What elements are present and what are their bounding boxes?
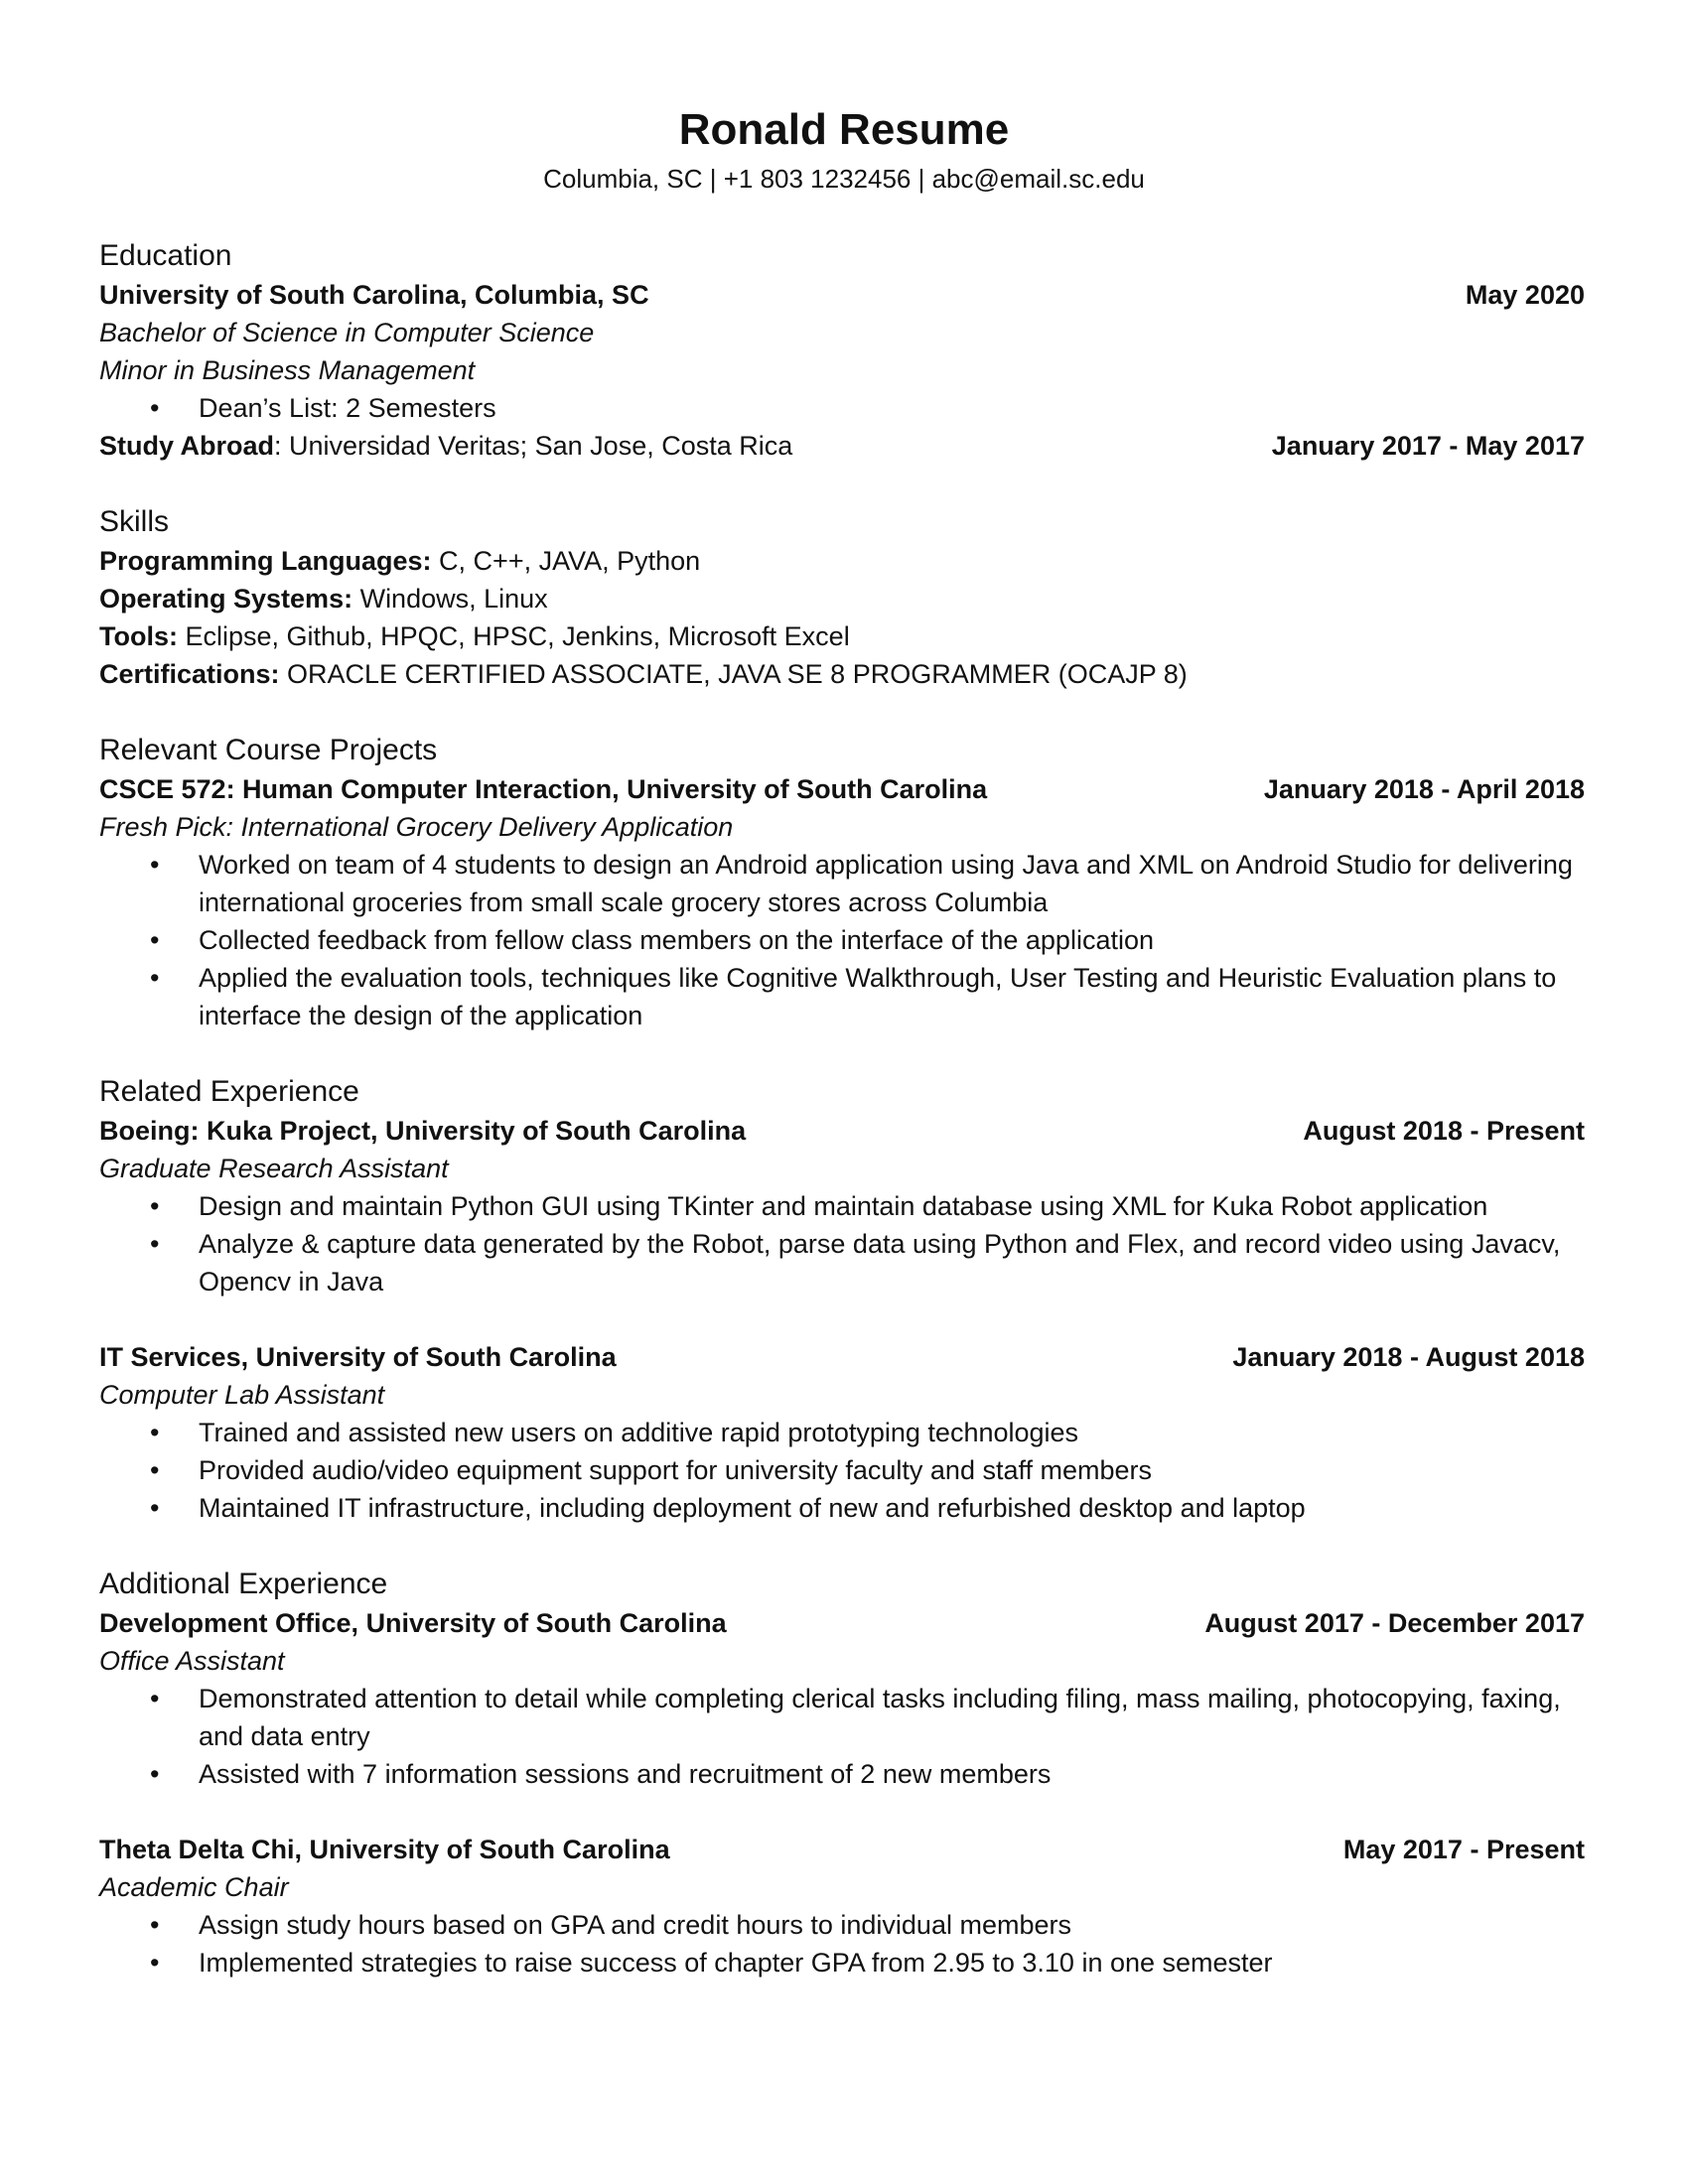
entry-org: Boeing: Kuka Project, University of South Carolina xyxy=(99,1116,747,1146)
graduation-date: May 2020 xyxy=(1465,280,1585,310)
list-item: • Dean’s List: 2 Semesters xyxy=(99,389,1585,427)
school-name: University of South Carolina, Columbia, SC xyxy=(99,280,649,310)
skill-line: Tools: Eclipse, Github, HPQC, HPSC, Jenkins, Microsoft Excel xyxy=(99,621,850,651)
resume-body xyxy=(99,236,1585,1981)
entry-role: Fresh Pick: International Grocery Delivery Application xyxy=(99,812,734,842)
bullet-dot-icon: • xyxy=(150,1229,160,1259)
bullet-dot-icon: • xyxy=(150,393,160,423)
list-item: • Demonstrated attention to detail while completing clerical tasks including filing, mass mailing, photocopying, faxing, and data entry xyxy=(99,1680,1585,1755)
list-item: • Analyze & capture data generated by the Robot, parse data using Python and Flex, and record video using Javacv, Opencv in Java xyxy=(99,1225,1585,1300)
entry-header xyxy=(99,1112,1585,1150)
bullet-dot-icon: • xyxy=(150,963,160,993)
list-item: • Applied the evaluation tools, techniques like Cognitive Walkthrough, User Testing and Heuristic Evaluation plans to interface the design of the application xyxy=(99,959,1585,1034)
contact-line: Columbia, SC | +1 803 1232456 | abc@email.sc.edu xyxy=(543,164,1145,194)
skill-line: Operating Systems: Windows, Linux xyxy=(99,584,548,614)
entry-role: Academic Chair xyxy=(99,1872,289,1902)
section-title-education: Education xyxy=(99,239,232,272)
entry-bullets xyxy=(99,1187,1585,1300)
study-abroad-row xyxy=(99,427,1585,465)
bullet-dot-icon: • xyxy=(150,925,160,955)
entry-date: August 2018 - Present xyxy=(1303,1116,1585,1146)
entry-header xyxy=(99,1338,1585,1376)
entry-org: Theta Delta Chi, University of South Carolina xyxy=(99,1835,670,1864)
list-item: • Assign study hours based on GPA and credit hours to individual members xyxy=(99,1906,1585,1944)
list-item: • Design and maintain Python GUI using TKinter and maintain database using XML for Kuka Robot application xyxy=(99,1187,1585,1225)
entry-header xyxy=(99,1604,1585,1642)
education-section xyxy=(99,236,1585,465)
bullet-dot-icon: • xyxy=(150,1191,160,1221)
entry-org: IT Services, University of South Carolina xyxy=(99,1342,617,1372)
entry-date: January 2018 - August 2018 xyxy=(1232,1342,1585,1372)
minor: Minor in Business Management xyxy=(99,355,476,385)
resume-name: Ronald Resume xyxy=(678,105,1010,154)
entry-role: Graduate Research Assistant xyxy=(99,1154,449,1183)
section-title-additional: Additional Experience xyxy=(99,1568,388,1600)
bullet-dot-icon: • xyxy=(150,1418,160,1447)
bullet-dot-icon: • xyxy=(150,1455,160,1485)
list-item: • Worked on team of 4 students to design an Android application using Java and XML on Android Studio for delivering international groceries from small scale grocery stores across Columbia xyxy=(99,846,1585,921)
skill-line: Certifications: ORACLE CERTIFIED ASSOCIATE, JAVA SE 8 PROGRAMMER (OCAJP 8) xyxy=(99,659,1188,689)
entry-date: August 2017 - December 2017 xyxy=(1204,1608,1585,1638)
list-item: • Trained and assisted new users on additive rapid prototyping technologies xyxy=(99,1414,1585,1451)
study-abroad-date: January 2017 - May 2017 xyxy=(1271,431,1585,461)
list-item: • Maintained IT infrastructure, including deployment of new and refurbished desktop and laptop xyxy=(99,1489,1585,1527)
related-experience-section xyxy=(99,1072,1585,1527)
entry-bullets xyxy=(99,846,1585,1034)
entry-header xyxy=(99,770,1585,808)
entry-date: January 2018 - April 2018 xyxy=(1263,774,1585,804)
list-item: • Collected feedback from fellow class members on the interface of the application xyxy=(99,921,1585,959)
projects-section xyxy=(99,731,1585,1034)
list-item: • Implemented strategies to raise success of chapter GPA from 2.95 to 3.10 in one semester xyxy=(99,1944,1585,1981)
entry-role: Computer Lab Assistant xyxy=(99,1380,385,1410)
entry-org: Development Office, University of South Carolina xyxy=(99,1608,727,1638)
entry-bullets xyxy=(99,1680,1585,1793)
entry-date: May 2017 - Present xyxy=(1342,1835,1585,1864)
entry-org: CSCE 572: Human Computer Interaction, University of South Carolina xyxy=(99,774,988,804)
section-title-skills: Skills xyxy=(99,505,170,538)
bullet-dot-icon: • xyxy=(150,1493,160,1523)
section-title-related: Related Experience xyxy=(99,1075,359,1108)
bullet-dot-icon: • xyxy=(150,850,160,880)
entry-role: Office Assistant xyxy=(99,1646,285,1676)
entry-bullets xyxy=(99,1906,1585,1981)
study-abroad xyxy=(99,427,792,465)
education-bullets xyxy=(99,389,1585,427)
section-title-projects: Relevant Course Projects xyxy=(99,734,438,766)
entry-bullets xyxy=(99,1414,1585,1527)
entry-header xyxy=(99,1831,1585,1868)
study-abroad-value: : Universidad Veritas; San Jose, Costa Rica xyxy=(274,431,793,461)
bullet-dot-icon: • xyxy=(150,1684,160,1713)
skill-line: Programming Languages: C, C++, JAVA, Python xyxy=(99,546,701,576)
bullet-dot-icon: • xyxy=(150,1910,160,1940)
degree: Bachelor of Science in Computer Science xyxy=(99,318,595,347)
list-item: • Provided audio/video equipment support for university faculty and staff members xyxy=(99,1451,1585,1489)
additional-experience-section xyxy=(99,1565,1585,1981)
education-school-row xyxy=(99,276,1585,314)
list-item: • Assisted with 7 information sessions and recruitment of 2 new members xyxy=(99,1755,1585,1793)
bullet-dot-icon: • xyxy=(150,1759,160,1789)
bullet-dot-icon: • xyxy=(150,1948,160,1978)
study-abroad-label: Study Abroad xyxy=(99,431,275,461)
skills-section xyxy=(99,502,1585,693)
